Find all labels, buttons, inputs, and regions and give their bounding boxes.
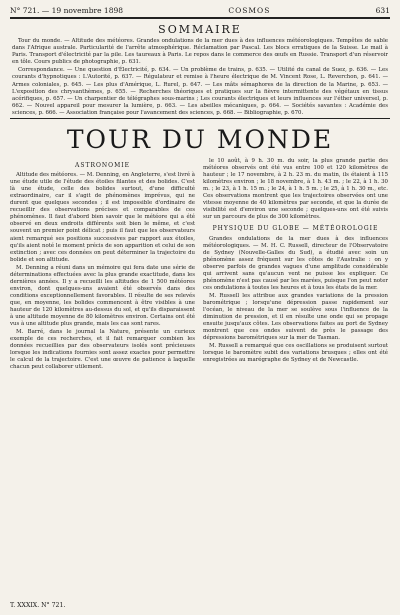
article-paragraph: Altitude des météores. — M. Denning, en Angleterre, s'est livré à une étude utile de l'étude des étoiles filantes et des bolides. C'est là une étude, celle des bolides surtout, d'une difficulté extraordinaire, car il s'agit de phénomènes imprévus, qui ne durent que quelques secondes ; il est impossible d'ordinaire de recueillir des observations précises et comparables de ces phénomènes. Il faut d'abord bien savoir que le météore qui a été observé en deux endroits différents soit bien le même, et c'est souvent un premier point délicat ; puis il faut que les observateurs aient remarqué ses positions successives par rapport aux étoiles, qu'ils aient noté le moment précis de son apparition et celui de son extinction ; avec ces données on peut déterminer la trajectoire du bolide et son altitude.: [10, 172, 195, 263]
article-paragraph: M. Denning a réuni dans un mémoire qui fera date une série de déterminations effectuées avec la plus grande exactitude, dans les dernières années. Il y a recueilli les altitudes de 1 500 météores environ, dont quelques-uns avaient été observés dans des conditions exceptionnellement favorables. Il résulte de ses relevés que, en moyenne, les bolides commencent à être visibles à une hauteur de 120 kilomètres au-dessus du sol, et qu'ils disparaissent à une altitude moyenne de 80 kilomètres environ. Certains ont été vus à une altitude plus grande, mais les cas sont rares.: [10, 264, 195, 328]
right-column: [203, 158, 388, 372]
left-column: [10, 158, 195, 372]
sommaire-paragraph: Tour du monde. — Altitude des météores. Grandes ondulations de la mer dues à des influences météorologiques. Tempêtes de sable dans l'Afrique australe. Particularité de l'arrête atmosphérique. Réclamation par Pascal. Les blocs erratiques de la Suisse. Le mail à Paris. Transport d'électricité par la pile. Les taureaux à Paris. Le repos dans le commerce des œufs en Russie. Transport d'un réservoir en tôle. Cours publics de photographie, p. 631.: [12, 38, 388, 66]
article-columns: [10, 158, 390, 372]
journal-title: COSMOS: [228, 5, 271, 15]
article-paragraph: le 10 août, à 9 h. 30 m. du soir, la plus grande partie des météores observés ont été vus entre 100 et 120 kilomètres de hauteur ; le 17 novembre, à 2 h. 23 m. du matin, ils étaient à 115 kilomètres environ ; le 18 novembre, à 1 h. 43 m. ; le 22, à 1 h. 30 m. ; le 23, à 1 h. 15 m. ; le 24, à 1 h. 5 m. ; le 25, à 1 h. 30 m., etc. Ces observations montrent que les trajectoires observées ont une vitesse moyenne de 40 kilomètres par seconde, et que la durée de visibilité est d'environ une seconde ; quelques-uns ont été suivis sur un parcours de plus de 300 kilomètres.: [203, 158, 388, 221]
main-title: TOUR DU MONDE: [66, 125, 334, 155]
header-rule: [10, 17, 390, 19]
page-number: 631: [375, 5, 390, 15]
article-paragraph: M. Barré, dans le journal la Nature, présente un curieux exemple de ces recherches, et il fait remarquer combien les données recueillies par des observateurs isolés sont précieuses lorsque les indications fournies sont assez exactes pour permettre le calcul de la trajectoire. C'est une œuvre de patience à laquelle chacun peut collaborer utilement.: [10, 329, 195, 371]
sommaire-block: [12, 38, 388, 117]
section-heading: PHYSIQUE DU GLOBE — MÉTÉOROLOGIE: [212, 225, 379, 233]
issue-number: N° 721. — 19 novembre 1898: [10, 5, 124, 15]
sommaire-paragraph: Correspondance. — Une question d'Électricité, p. 634. — Un problème de trains, p. 635. — Utilité du canal de Suez, p. 636. — Les courants d'hypnotiques : L'Autorité, p. 637. — Régulateur et remise à l'heure électrique de M. Vincent Rose, L. Reverchon, p. 641. — Armes coloniales, p. 645. — Les plus d'Amérique, L. Rurel, p. 647. — Les mâts sémaphores de la direction de la Marine, p. 653. — L'exposition des chrysanthèmes, p. 655. — Recherches théoriques et pratiques sur la fièvre intermittente des végétaux en tissus acérifiques, p. 657. — Un charpentier de télégraphes sous-marins ; Les courants électriques et leurs influences sur l'éther universel, p. 662. — Nouvel appareil pour mesurer la lumière, p. 663. — Les abeilles mécaniques, p. 664. — Sociétés savantes : Académie des sciences, p. 666. — Association française pour l'avancement des sciences, p. 668. — Bibliographie, p. 670.: [12, 67, 388, 116]
sommaire-rule: [10, 118, 390, 119]
sommaire-title: SOMMAIRE: [158, 23, 242, 36]
page-header: [10, 4, 390, 16]
page-footer: T. XXXIX. N° 721.: [10, 602, 66, 609]
article-paragraph: Grandes ondulations de la mer dues à des influences météorologiques. — M. H. C. Russell, directeur de l'Observatoire de Sydney (Nouvelle-Galles du Sud), a étudié avec soin un phénomène assez fréquent sur les côtes de l'Australie : on y observe parfois de grandes vagues d'une amplitude considérable qui arrivent sans qu'aucun vent ne puisse les expliquer. Ce phénomène n'est pas causé par les marées, puisque l'on peut noter ces ondulations à toutes les heures et à tous les états de la mer.: [203, 235, 388, 291]
article-paragraph: M. Russell a remarqué que ces oscillations se produisent surtout lorsque le baromètre subit des variations brusques ; elles ont été enregistrées au marégraphe de Sydney et de Newcastle.: [203, 343, 388, 364]
article-paragraph: M. Russell les attribue aux grandes variations de la pression barométrique ; lorsqu'une dépression passe rapidement sur l'océan, le niveau de la mer se soulève sous l'influence de la diminution de pression, et il en résulte une onde qui se propage ensuite jusqu'aux côtes. Les observations faites au port de Sydney montrent que ces ondes suivent de près le passage des dépressions barométriques sur la mer de Tasman.: [203, 292, 388, 342]
section-heading: ASTRONOMIE: [75, 162, 130, 170]
